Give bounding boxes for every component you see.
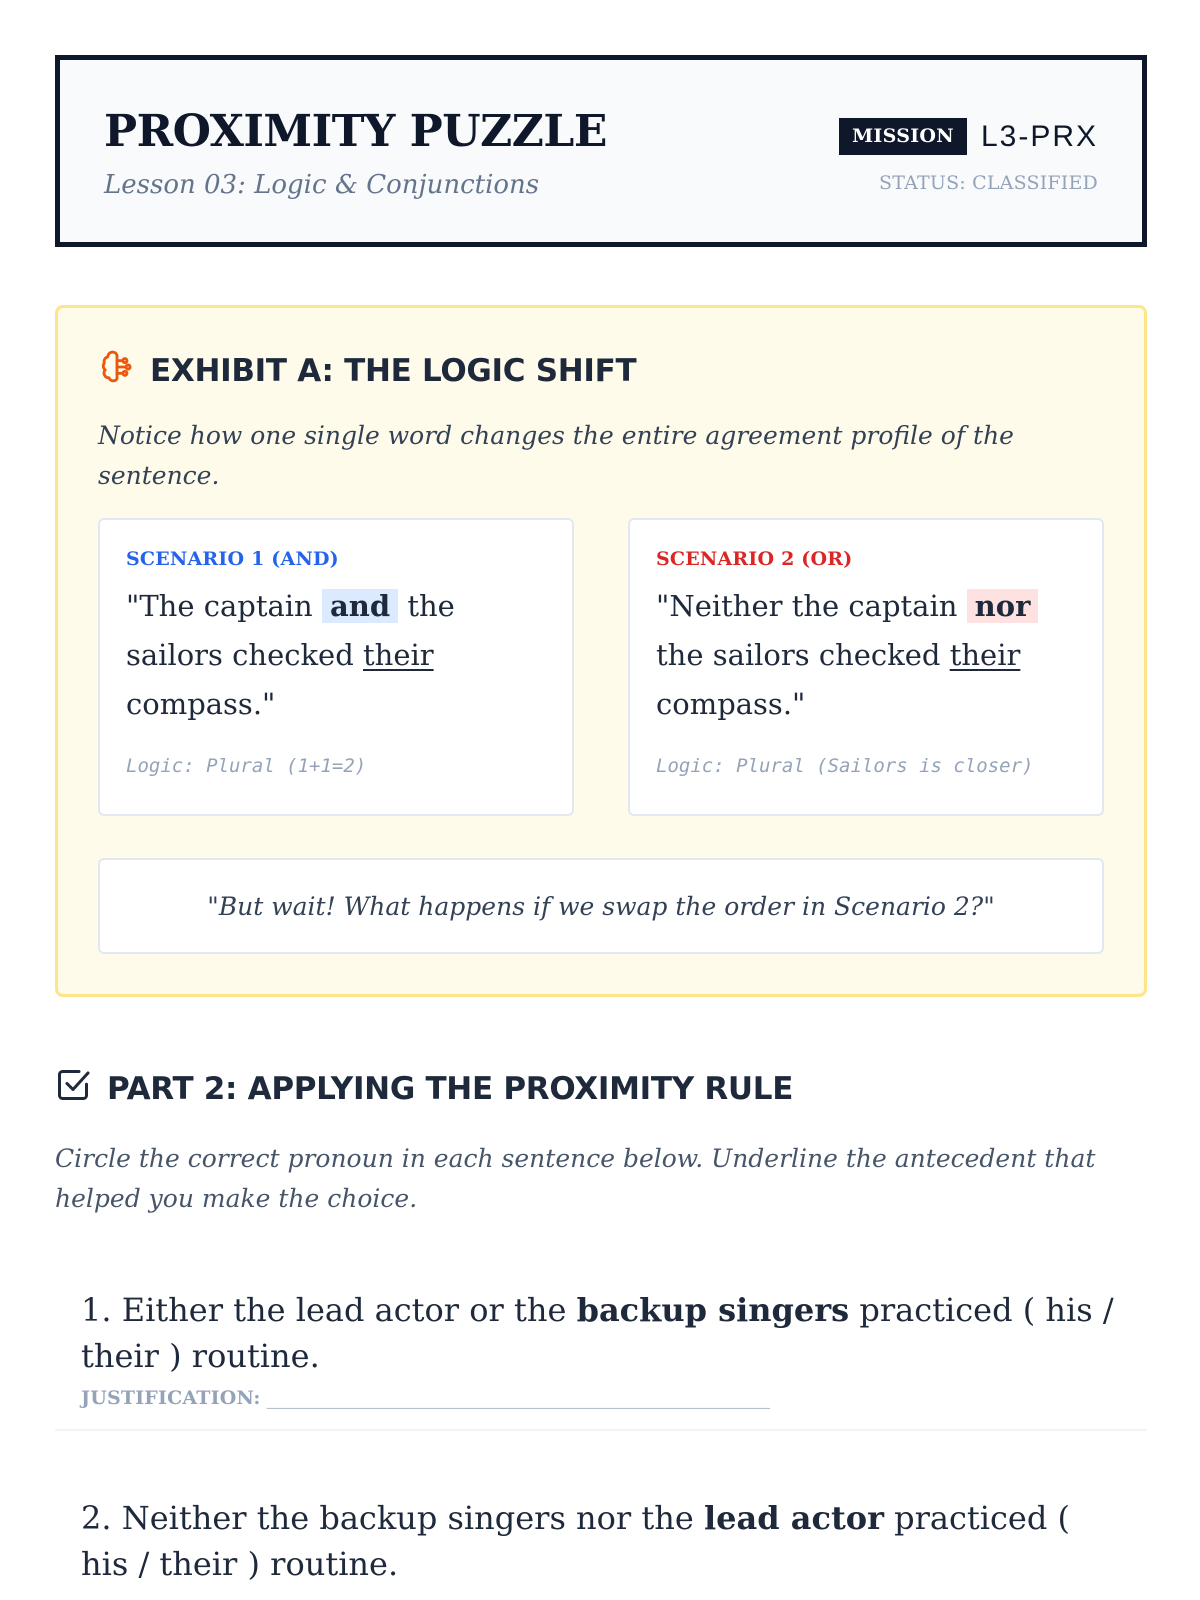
scenario-card-and [98, 518, 574, 816]
quote-text: the sailors checked [656, 638, 950, 672]
mission-tag [839, 118, 1098, 155]
question-text [81, 1287, 1121, 1379]
justification-label: JUSTIFICATION: [81, 1387, 261, 1409]
question-text-part: practiced ( his / their ) routine. [81, 1499, 1070, 1583]
callout-question: "But wait! What happens if we swap the order in Scenario 2?" [98, 858, 1104, 954]
brain-icon [98, 348, 136, 394]
status-text: STATUS: CLASSIFIED [879, 172, 1098, 194]
page-subtitle: Lesson 03: Logic & Conjunctions [104, 170, 540, 200]
part-2-section [55, 1067, 1147, 1587]
quote-text: compass." [656, 687, 806, 721]
question-item [55, 1495, 1147, 1587]
checkbox-icon [55, 1067, 91, 1111]
quote-text: "The captain [126, 589, 322, 623]
scenario-label: SCENARIO 1 (AND) [126, 548, 339, 570]
worksheet-page [55, 55, 1147, 1587]
question-text-part: 1. Either the lead actor or the [81, 1291, 577, 1329]
exhibit-intro: Notice how one single word changes the entire agreement profile of the sentence. [98, 421, 1014, 490]
conjunction-highlight: and [322, 589, 398, 623]
scenario-quote [126, 582, 546, 729]
quote-text: compass." [126, 687, 276, 721]
antecedent-bold: lead actor [703, 1499, 884, 1537]
question-text-part: practiced ( his / their ) routine. [81, 1291, 1114, 1375]
exhibit-title-text: EXHIBIT A: THE LOGIC SHIFT [150, 353, 637, 389]
scenario-cards [98, 518, 1104, 816]
exhibit-a-panel [55, 305, 1147, 997]
justification-field[interactable] [81, 1387, 1121, 1409]
mission-code: L3-PRX [980, 119, 1098, 153]
exhibit-title [98, 348, 1104, 394]
scenario-label: SCENARIO 2 (OR) [656, 548, 853, 570]
part-2-instructions: Circle the correct pronoun in each sentence below. Underline the antecedent that helped you make the choice. [55, 1144, 1096, 1213]
logic-note: Logic: Plural (1+1=2) [126, 755, 367, 777]
page-title: PROXIMITY PUZZLE [104, 106, 607, 157]
quote-text: "Neither the captain [656, 589, 967, 623]
question-text [81, 1495, 1121, 1587]
justification-line[interactable]: _____________________________________________________ [260, 1387, 771, 1409]
question-divider [55, 1429, 1147, 1431]
mission-badge: MISSION [839, 118, 967, 155]
pronoun-underlined: their [949, 638, 1021, 672]
antecedent-bold: backup singers [576, 1291, 850, 1329]
quote-text: the sailors checked [126, 589, 455, 672]
scenario-quote [656, 582, 1076, 729]
conjunction-highlight: nor [967, 589, 1039, 623]
scenario-card-or [628, 518, 1104, 816]
worksheet-header [55, 55, 1147, 247]
part-2-title [55, 1067, 1147, 1111]
question-text-part: 2. Neither the backup singers nor the [81, 1499, 704, 1537]
logic-note: Logic: Plural (Sailors is closer) [656, 755, 1034, 777]
part-2-title-text: PART 2: APPLYING THE PROXIMITY RULE [107, 1071, 794, 1107]
pronoun-underlined: their [362, 638, 434, 672]
question-item [55, 1287, 1147, 1409]
